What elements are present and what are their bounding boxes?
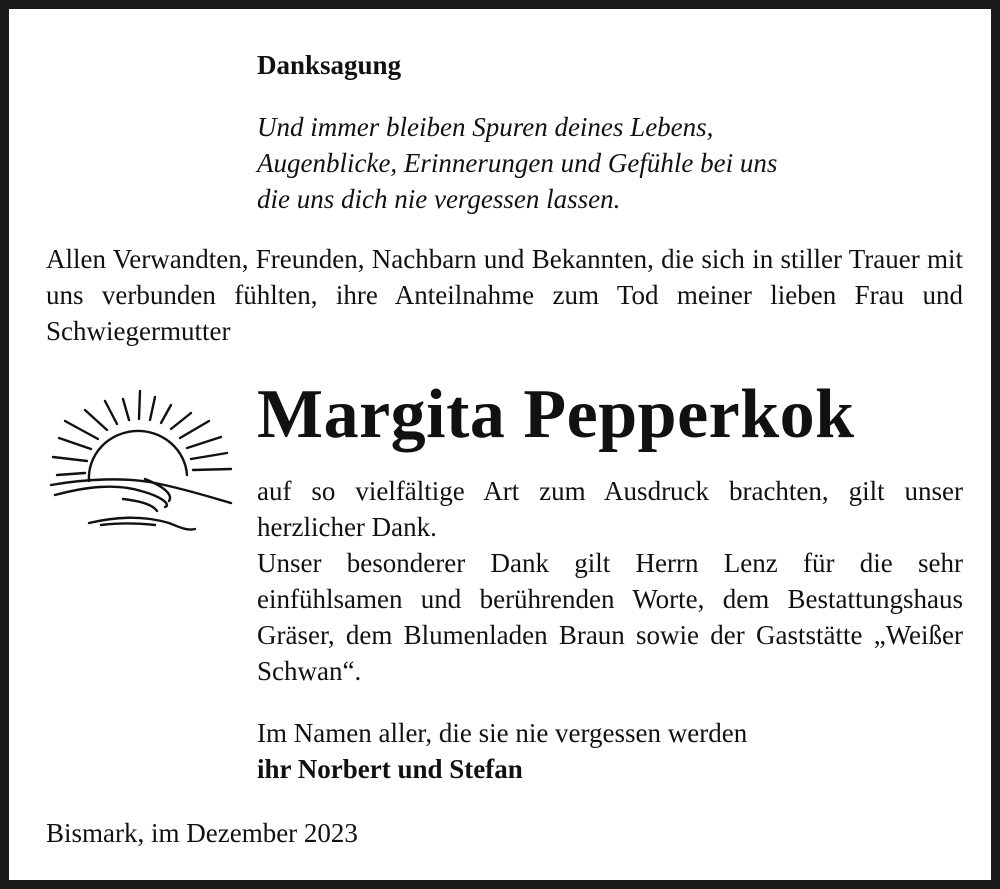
closing-block (257, 715, 747, 787)
thanks-body (257, 473, 963, 689)
poem-line: die uns dich nie vergessen lassen. (257, 184, 621, 214)
closing-line: Im Namen aller, die sie nie vergessen werden (257, 718, 748, 748)
poem-line: Augenblicke, Erinnerungen und Gefühle bei uns (257, 148, 778, 178)
notice-heading: Danksagung (257, 50, 402, 80)
sunset-icon (45, 383, 237, 543)
signature: ihr Norbert und Stefan (257, 754, 523, 784)
thanks-paragraph: auf so vielfältige Art zum Ausdruck brachten, gilt unser herzlicher Dank. (257, 476, 963, 542)
poem (257, 109, 777, 217)
poem-line: Und immer bleiben Spuren deines Lebens, (257, 112, 714, 142)
place-date: Bismark, im Dezember 2023 (46, 818, 358, 848)
thanks-paragraph: Unser besonderer Dank gilt Herrn Lenz für die sehr einfühlsamen und berührenden Worte, dem Bestattungshaus Gräser, dem Blumenladen Braun sowie der Gaststätte „Weißer Schwan“. (257, 548, 963, 686)
deceased-name: Margita Pepperkok (257, 376, 855, 453)
intro-paragraph: Allen Verwandten, Freunden, Nachbarn und Bekannten, die sich in stiller Trauer mit uns verbunden fühlten, ihre Anteilnahme zum Tod meiner lieben Frau und Schwiegermutter (46, 244, 963, 346)
